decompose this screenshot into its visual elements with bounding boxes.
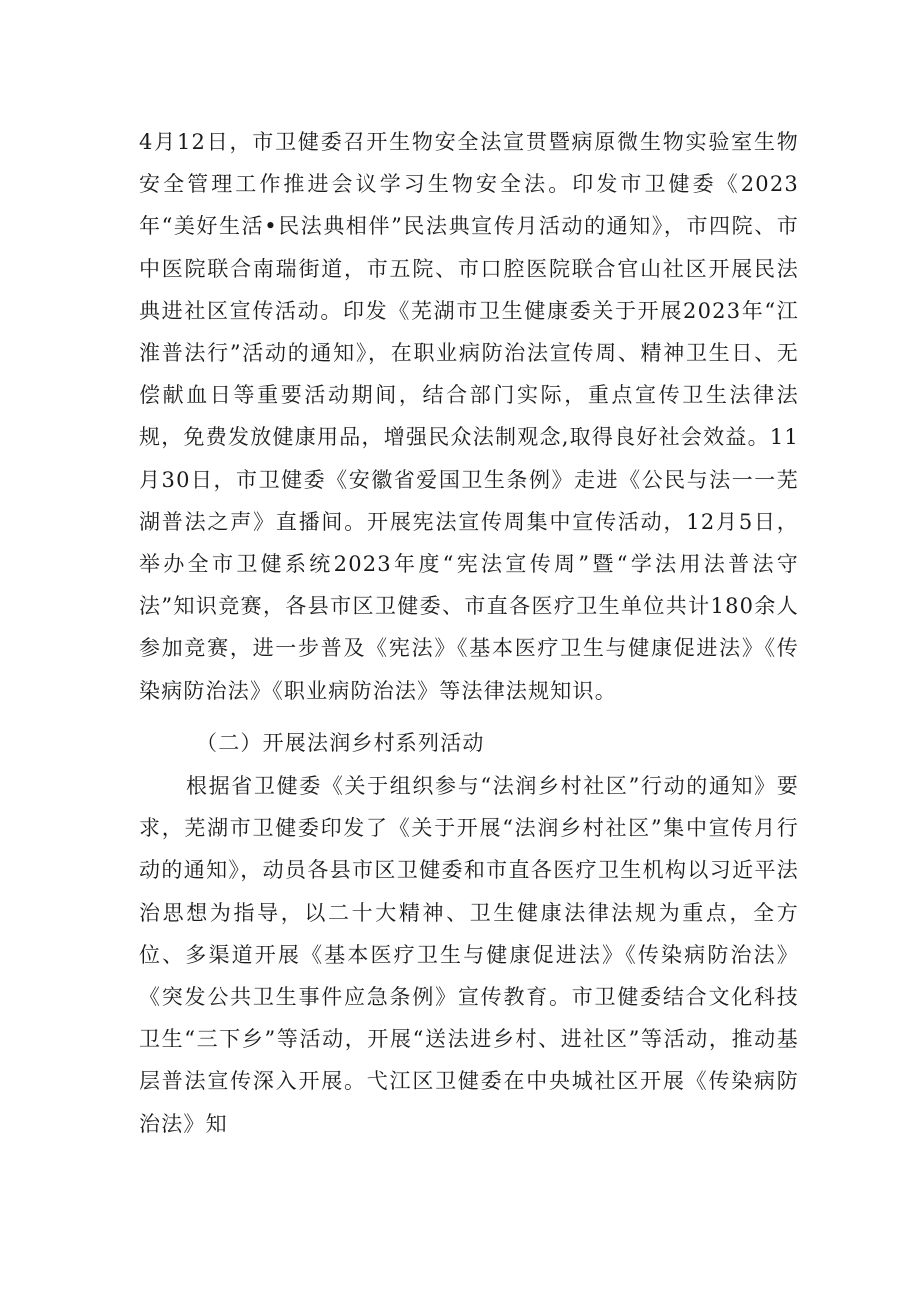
body-paragraph: 根据省卫健委《关于组织参与“法润乡村社区”行动的通知》要求，芜湖市卫健委印发了《关于开展“法润乡村社区”集中宣传月行动的通知》，动员各县市区卫健委和市直各医疗卫生机构以习近平法治思想为指导，以二十大精神、卫生健康法律法规为重点，全方位、多渠道开展《基本医疗卫生与健康促进法》《传染病防治法》《突发公共卫生事件应急条例》宣传教育。市卫健委结合文化科技卫生“三下乡”等活动，开展“送法进乡村、进社区”等活动，推动基层普法宣传深入开展。弋江区卫健委在中央城社区开展《传染病防治法》知 — [139, 774, 799, 1136]
section-heading: （二）开展法润乡村系列活动 — [196, 731, 485, 755]
body-paragraph: 4月12日，市卫健委召开生物安全法宣贯暨病原微生物实验室生物安全管理工作推进会议学习生物安全法。印发市卫健委《2023年“美好生活•民法典相伴”民法典宣传月活动的通知》，市四院、市中医院联合南瑞街道，市五院、市口腔医院联合官山社区开展民法典进社区宣传活动。印发《芜湖市卫生健康委关于开展2023年“江淮普法行”活动的通知》，在职业病防治法宣传周、精神卫生日、无偿献血日等重要活动期间，结合部门实际，重点宣传卫生法律法规，免费发放健康用品，增强民众法制观念,取得良好社会效益。11月30日，市卫健委《安徽省爱国卫生条例》走进《公民与法一一芜湖普法之声》直播间。开展宪法宣传周集中宣传活动，12月5日，举办全市卫健系统2023年度“宪法宣传周”暨“学法用法普法守法”知识竞赛，各县市区卫健委、市直各医疗卫生单位共计180余人参加竞赛，进一步普及《宪法》《基本医疗卫生与健康促进法》《传染病防治法》《职业病防治法》等法律法规知识。 — [139, 130, 799, 703]
